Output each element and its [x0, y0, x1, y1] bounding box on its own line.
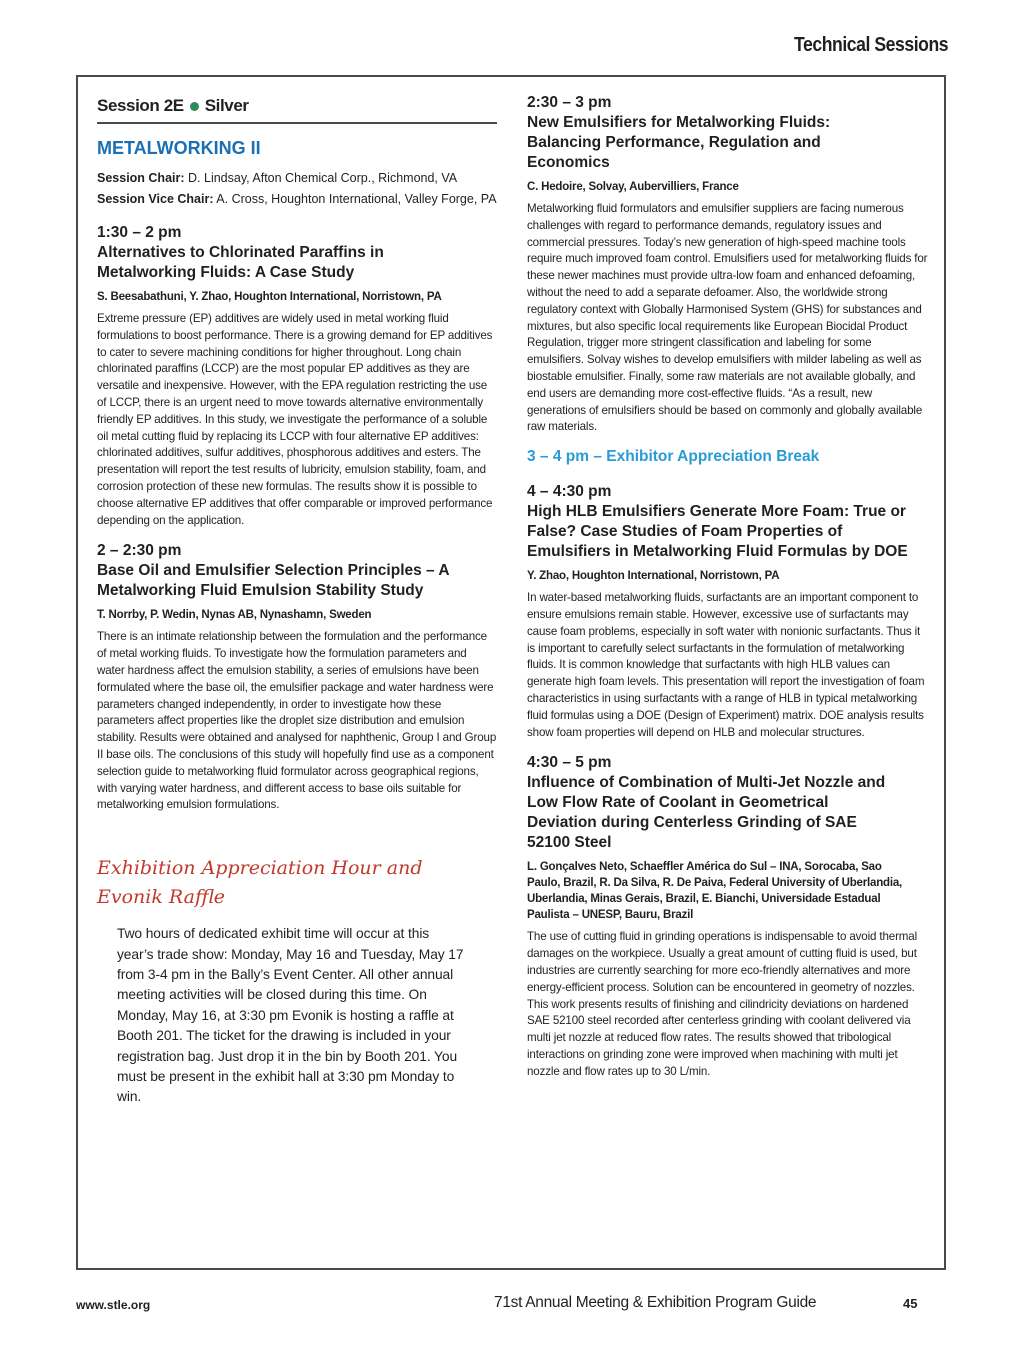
talk-title: Base Oil and Emulsifier Selection Principles – A Metalworking Fluid Emulsion Stability Study	[97, 562, 450, 600]
bullet-dot-icon	[190, 102, 199, 111]
talk-title: New Emulsifiers for Metalworking Fluids: Balancing Performance, Regulation and Economics	[527, 114, 831, 171]
talk-4	[527, 482, 929, 741]
talk-5	[527, 753, 929, 1080]
talk-2	[97, 541, 497, 814]
talk-authors: S. Beesabathuni, Y. Zhao, Houghton International, Norristown, PA	[97, 291, 442, 303]
talk-authors: C. Hedoire, Solvay, Aubervilliers, France	[527, 181, 739, 193]
left-column	[97, 96, 497, 1108]
session-vice-chair	[97, 192, 497, 207]
talk-abstract: In water-based metalworking fluids, surfactants are an important component to ensure emulsions remain stable. However, excessive use of surfactants may cause foam problems, especially in soft water with nonionic surfactants. Thus it is important to carefully select surfactants in the formulation of metalworking fluids. It is common knowledge that surfactants with high HLB values can generate high foam levels. This presentation will report the investigation of foam characteristics in using surfactants with a range of HLB in typical metalworking fluid formulas using a DOE (Design of Experiment) matrix. DOE analysis results show foam properties will depend on HLB and molecular structures.	[527, 591, 925, 739]
talk-abstract: Extreme pressure (EP) additives are widely used in metal working fluid formulations to boost performance. There is a growing demand for EP additives to cater to severe machining conditions for higher throughout. Long chain chlorinated paraffins (LCCP) are the most popular EP additives as they are versatile and inexpensive. However, with the EPA regulation restricting the use of LCCP, there is an urgent need to move towards alternative environmentally friendly EP additives. In this study, we investigate the performance of a soluble oil metal cutting fluid by replacing its LCCP with four alternative EP additives: chlorinated additives, sulfur additives, phosphorous additives and esters. The presentation will report the test results of lubricity, emulsion stability, foam, and corrosion protection of these new formulas. The results show it is possible to choose alternative EP additives that offer comparable or improved performance depending on the application.	[97, 312, 493, 527]
talk-title: High HLB Emulsifiers Generate More Foam: True or False? Case Studies of Foam Properties of Emulsifiers in Metalworking Fluid Formulas by DOE	[527, 503, 908, 561]
footer-guide-title: 71st Annual Meeting & Exhibition Program Guide	[494, 1294, 817, 1311]
talk-title: Alternatives to Chlorinated Paraffins in Metalworking Fluids: A Case Study	[97, 244, 384, 281]
talk-1	[97, 223, 497, 529]
exhibition-title: Exhibition Appreciation Hour and Evonik Raffle	[97, 857, 423, 909]
talk-time: 2 – 2:30 pm	[97, 542, 182, 560]
talk-abstract: The use of cutting fluid in grinding operations is indispensable to avoid thermal damages on the workpiece. Usually a great amount of cutting fluid is used, but industries are currently searching for more eco-friendly alternatives and more energy-efficient process. Solution can be encountered in geometry of nozzles. This work presents results of finishing and cilindricity deviations on hardened SAE 52100 steel recorded after centerless grinding with coolant delivered via multi jet nozzle at reduced flow rates. The results showed that tribological interactions on grinding zone were improved when machining with multi jet nozzle and flow rates up to 30 L/min.	[527, 930, 918, 1078]
session-label: Session 2E	[97, 96, 184, 115]
session-topic: METALWORKING II	[97, 138, 261, 158]
exhibition-text: Two hours of dedicated exhibit time will occur at this year’s trade show: Monday, May 16 and Tuesday, May 17 from 3-4 pm in the Bally’s Event Center. All other annual meeting activities will be closed during this time. On Monday, May 16, at 3:30 pm Evonik is hosting a raffle at Booth 201. The ticket for the drawing is included in your registration bag. Just drop it in the bin by Booth 201. You must be present in the exhibit hall at 3:30 pm Monday to win.	[117, 926, 464, 1105]
page-header-title: Technical Sessions	[793, 34, 948, 56]
talk-time: 4:30 – 5 pm	[527, 754, 612, 772]
talk-time: 2:30 – 3 pm	[527, 94, 612, 111]
talk-abstract: There is an intimate relationship between the formulation and the performance of metal working fluids. To investigate how the formulation parameters and water hardness affect the emulsion stability, a series of emulsions have been formulated where the base oil, the emulsifier package and water hardness were parameters changed independently, in order to investigate how these parameters affect properties like the droplet size distribution and emulsion stability. Results were obtained and analysed for naphthenic, Group I and Group II base oils. The conclusions of this study will hopefully find use as a component selection guide to metalworking fluid formulator across geographical regions, with varying water hardness, and different access to base oils suitable for metalworking emulsion formulations.	[97, 630, 497, 812]
talk-abstract: Metalworking fluid formulators and emulsifier suppliers are facing numerous challenges with regard to performance demands, regulatory issues and commercial pressures. Today’s new generation of high-speed machine tools require much improved foam control. Emulsifiers used for metalworking fluids for these newer machines must provide ultra-low foam and enhanced defoaming, without the need to add a separate defoamer. Also, the worldwide strong regulatory context with Globally Harmonised System (GHS) for substances and mixtures, but also specific local requirements like European Biocidal Product Regulation, trigger more stringent classification and labeling for some emulsifiers. Solvay wishes to develop emulsifiers with milder labeling as well as biostable emulsifier. Finally, some raw materials are not available globally, and end users are demanding more cost-effective fluids. “As a result, new generations of emulsifiers should be based on commonly and globally available raw materials.	[527, 202, 928, 434]
session-vice-chair-value: A. Cross, Houghton International, Valley Forge, PA	[216, 192, 497, 206]
talk-authors: Y. Zhao, Houghton International, Norristown, PA	[527, 570, 780, 583]
session-vice-chair-label: Session Vice Chair:	[97, 192, 214, 206]
session-chair	[97, 171, 497, 186]
footer-page-number: 45	[903, 1296, 918, 1311]
talk-title: Influence of Combination of Multi-Jet Nozzle and Low Flow Rate of Coolant in Geometrical Deviation during Centerless Grinding of SAE 52100 Steel	[527, 774, 886, 852]
session-chair-value: D. Lindsay, Afton Chemical Corp., Richmond, VA	[188, 171, 458, 185]
session-room: Silver	[204, 96, 249, 115]
talk-time: 4 – 4:30 pm	[527, 483, 612, 501]
talk-time: 1:30 – 2 pm	[97, 224, 182, 241]
talk-3	[527, 93, 929, 436]
talk-authors: L. Gonçalves Neto, Schaeffler América do Sul – INA, Sorocaba, Sao Paulo, Brazil, R. Da Silva, R. De Paiva, Federal University of Uberlandia, Uberlandia, Minas Gerais, Brazil, E. Bianchi, Universidade Estadual Paulista – UNESP, Bauru, Brazil	[527, 861, 903, 922]
session-heading	[97, 96, 497, 124]
talk-authors: T. Norrby, P. Wedin, Nynas AB, Nynashamn, Sweden	[97, 609, 372, 622]
session-chair-label: Session Chair:	[97, 171, 185, 185]
footer-url: www.stle.org	[76, 1298, 151, 1312]
right-column	[527, 93, 929, 1093]
exhibitor-break-line: 3 – 4 pm – Exhibitor Appreciation Break	[527, 448, 820, 466]
